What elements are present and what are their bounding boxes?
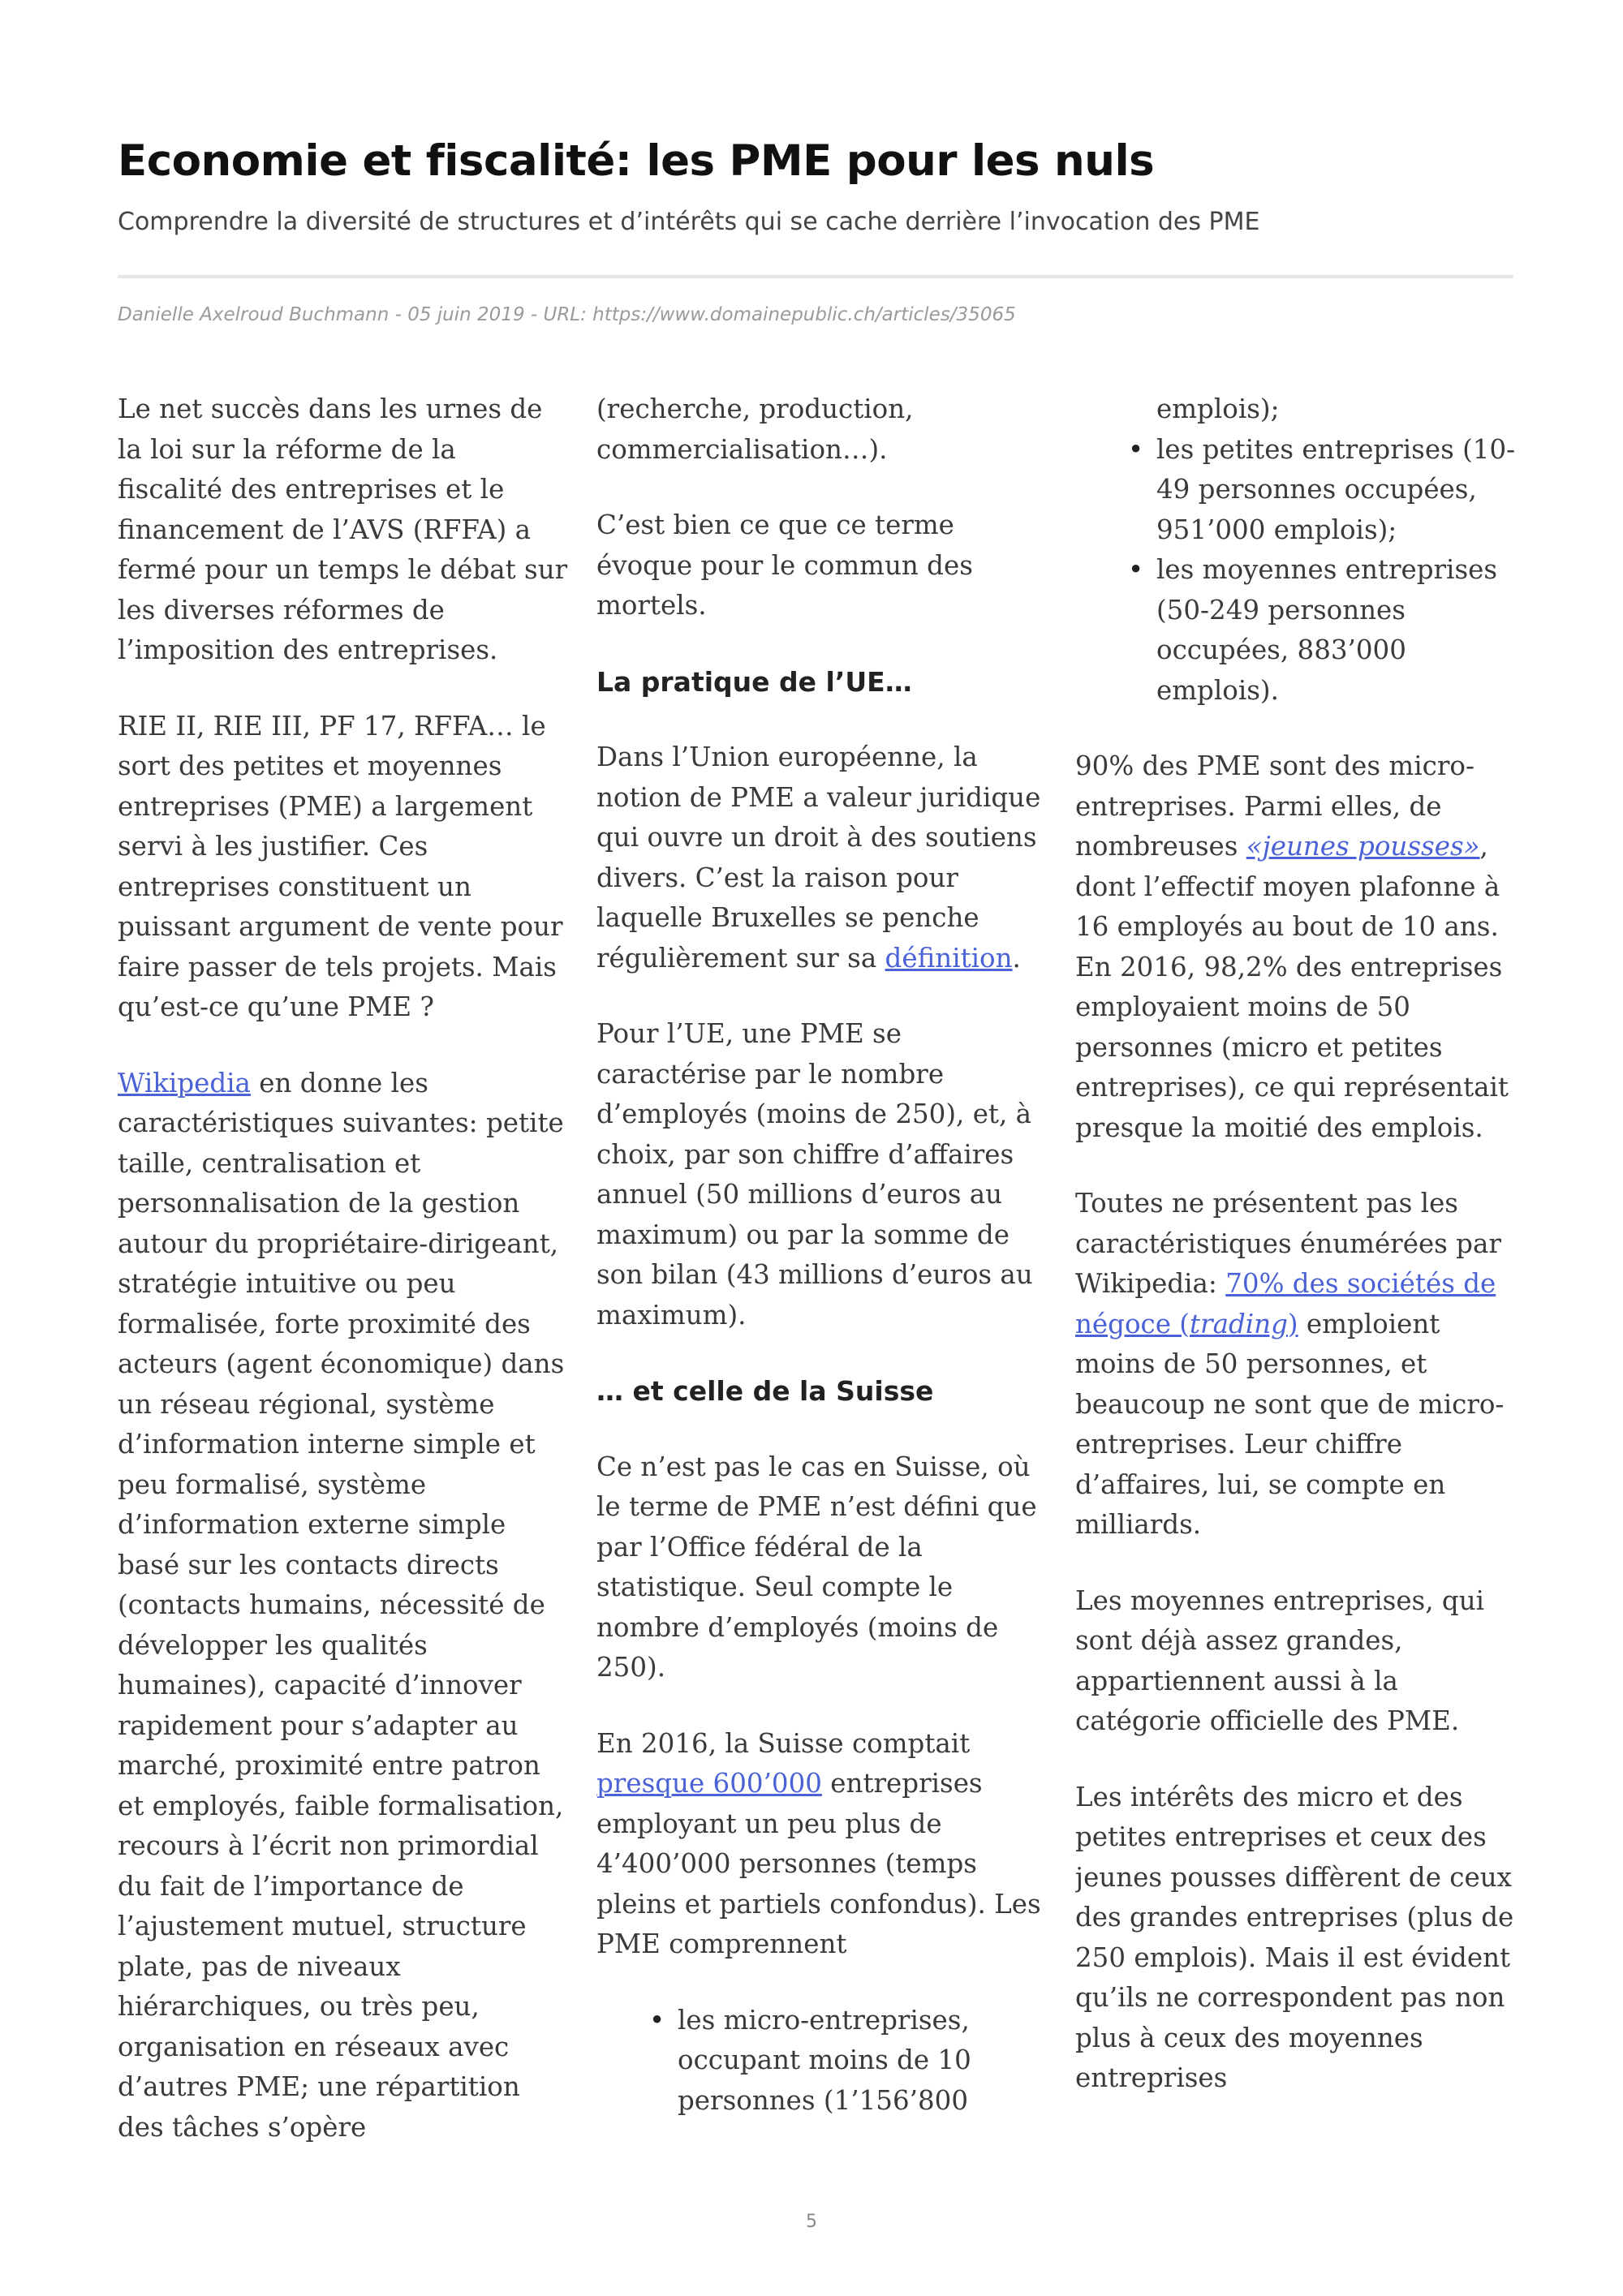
- paragraph: [596, 737, 1047, 978]
- list-item: • les moyennes entreprises (50-249 personnes occupées, 883’000 emplois).: [1075, 550, 1526, 711]
- paragraph: Les intérêts des micro et des petites entreprises et ceux des jeunes pousses diffèrent de ceux des grandes entreprises (plus de 250 emplois). Mais il est évident qu’ils ne correspondent pas non plus à ceux des moyennes entreprises: [1075, 1781, 1514, 2093]
- header-divider: [118, 275, 1513, 278]
- paragraph-text: Dans l’Union européenne, la notion de PME a valeur juridique qui ouvre un droit à des soutiens divers. C’est la raison pour laquelle Bruxelles se penche régulièrement sur sa: [596, 742, 1041, 974]
- list-item: • les micro-entreprises, occupant moins de 10 personnes (1’156’800: [596, 2001, 1047, 2122]
- paragraph: [1075, 1184, 1526, 1546]
- article-subtitle: Comprendre la diversité de structures et d’intérêts qui se cache derrière l’invocation des PME: [118, 208, 1260, 236]
- jeunes-pousses-link[interactable]: «jeunes pousses»: [1246, 831, 1480, 862]
- page-number: 5: [806, 2212, 817, 2232]
- paragraph-text: Toutes ne présentent pas les caractéristiques énumérées par Wikipedia:: [1075, 1188, 1501, 1299]
- paragraph: Les moyennes entreprises, qui sont déjà assez grandes, appartiennent aussi à la catégorie officielle des PME.: [1075, 1584, 1485, 1736]
- paragraph: (recherche, production, commercialisation…).: [596, 393, 914, 465]
- paragraph: [118, 1064, 568, 2148]
- article-byline: Danielle Axelroud Buchmann - 05 juin 2019 - URL: https://www.domainepublic.ch/articles/35065: [118, 304, 1016, 325]
- link-text: 70% des sociétés de négoce (: [1075, 1268, 1496, 1339]
- paragraph: [596, 1724, 1047, 1965]
- paragraph-text: , dont l’effectif moyen plafonne à 16 employés au bout de 10 ans. En 2016, 98,2% des entreprises employaient moins de 50 personnes (micro et petites entreprises), ce qui représentait presque la moitié des emplois.: [1075, 831, 1509, 1143]
- column-1: [118, 389, 568, 2191]
- paragraph-text: en donne les caractéristiques suivantes: petite taille, centralisation et personnalisation de la gestion autour du propriétaire-dirigeant, stratégie intuitive ou peu formalisée, forte proximité des acteurs (agent économique) dans un réseau régional, système d’information interne simple et peu formalisé, système d’information externe simple basé sur les contacts directs (contacts humains, nécessité de développer les qualités humaines), capacité d’innover rapidement pour s’adapter au marché, proximité entre patron et employés, faible formalisation, recours à l’écrit non primordial du fait de l’importance de l’ajustement mutuel, structure plate, pas de niveaux hiérarchiques, ou très peu, organisation en réseaux avec d’autres PME; une répartition des tâches s’opère: [118, 1067, 565, 2143]
- paragraph: C’est bien ce que ce terme évoque pour le commun des mortels.: [596, 510, 973, 621]
- column-2: [596, 389, 1047, 2191]
- pme-category-list-continued: [1075, 389, 1526, 711]
- definition-link[interactable]: définition: [885, 942, 1013, 974]
- paragraph-text: entreprises employant un peu plus de 4’400’000 personnes (temps pleins et partiels confondus). Les PME comprennent: [596, 1768, 1041, 1959]
- article-title: Economie et fiscalité: les PME pour les nuls: [118, 136, 1155, 186]
- paragraph: Le net succès dans les urnes de la loi sur la réforme de la fiscalité des entreprises et le financement de l’AVS (RFFA) a fermé pour un temps le débat sur les diverses réformes de l’imposition des entreprises.: [118, 393, 568, 665]
- section-heading-suisse: … et celle de la Suisse: [596, 1375, 934, 1407]
- paragraph: Ce n’est pas le cas en Suisse, où le terme de PME n’est défini que par l’Office fédéral de la statistique. Seul compte le nombre d’employés (moins de 250).: [596, 1451, 1037, 1683]
- paragraph: [1075, 746, 1526, 1148]
- paragraph-text: En 2016, la Suisse comptait: [596, 1727, 971, 1759]
- list-item: • les petites entreprises (10-49 personnes occupées, 951’000 emplois);: [1075, 430, 1526, 551]
- list-item-continuation: emplois);: [1156, 393, 1280, 424]
- paragraph-text: emploient moins de 50 personnes, et beaucoup ne sont que de micro-entreprises. Leur chiffre d’affaires, lui, se compte en milliards.: [1075, 1308, 1505, 1540]
- paragraph-text: .: [1012, 942, 1021, 974]
- wikipedia-link[interactable]: Wikipedia: [118, 1067, 251, 1099]
- link-text-italic: trading: [1189, 1308, 1288, 1339]
- link-text: ): [1287, 1308, 1298, 1339]
- paragraph-text: 90% des PME sont des micro-entreprises. Parmi elles, de nombreuses: [1075, 750, 1474, 862]
- column-3: [1075, 389, 1526, 2191]
- paragraph: Pour l’UE, une PME se caractérise par le nombre d’employés (moins de 250), et, à choix, par son chiffre d’affaires annuel (50 millions d’euros au maximum) ou par la somme de son bilan (43 millions d’euros au maximum).: [596, 1018, 1033, 1331]
- pme-category-list: [596, 2001, 1047, 2122]
- section-heading-ue: La pratique de l’UE…: [596, 665, 912, 698]
- statistics-link[interactable]: presque 600’000: [596, 1768, 822, 1799]
- paragraph: RIE II, RIE III, PF 17, RFFA… le sort des petites et moyennes entreprises (PME) a largement servi à les justifier. Ces entreprises constituent un puissant argument de vente pour faire passer de tels projets. Mais qu’est-ce qu’une PME ?: [118, 710, 563, 1022]
